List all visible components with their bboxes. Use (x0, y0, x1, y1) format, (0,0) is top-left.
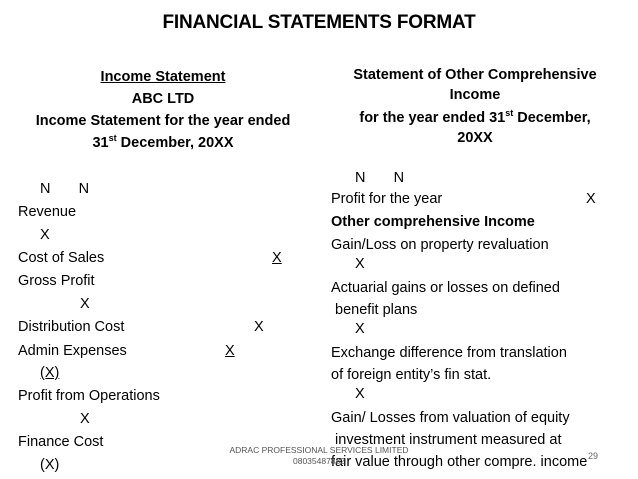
admin-expenses-label: Admin Expenses (18, 343, 127, 359)
equity-label-3: fair value through other compre. income (331, 454, 588, 470)
oci-statement-header (330, 66, 620, 148)
income-period-line2 (14, 132, 312, 154)
equity-label-1: Gain/ Losses from valuation of equity (331, 410, 570, 426)
slide-title: FINANCIAL STATEMENTS FORMAT (162, 12, 476, 33)
oci-section-heading: Other comprehensive Income (331, 214, 535, 230)
slide-footer (214, 445, 424, 467)
distribution-cost-value: X (254, 319, 264, 335)
revenue-label: Revenue (18, 204, 77, 220)
income-statement-header (14, 66, 312, 154)
income-period-rest: December, 20XX (116, 135, 234, 151)
admin-expenses-value: X (225, 343, 235, 359)
income-period-day: 31 (92, 135, 109, 151)
cost-of-sales-value: X (272, 250, 282, 266)
equity-label-2: investment instrument measured at (331, 432, 562, 448)
oci-heading-line2: Income (449, 86, 501, 103)
revaluation-label: Gain/Loss on property revaluation (331, 237, 549, 253)
finance-cost-value: (X) (40, 457, 60, 473)
oci-period-sup: st (505, 108, 514, 119)
actuarial-label-1: Actuarial gains or losses on defined (331, 280, 560, 296)
income-statement-heading: Income Statement (100, 69, 226, 85)
company-name: ABC LTD (131, 91, 195, 107)
exchange-label-2: of foreign entity’s fin stat. (331, 367, 492, 383)
revaluation-value: X (355, 256, 365, 272)
oci-period-line1 (330, 109, 620, 129)
gross-profit-label: Gross Profit (18, 273, 95, 289)
finance-cost-label: Finance Cost (18, 434, 104, 450)
actuarial-label-2: benefit plans (331, 302, 418, 318)
oci-period-post: December, (513, 110, 591, 126)
income-period-sup: st (108, 133, 117, 144)
oci-col-headers: N N (355, 170, 405, 186)
footer-company: ADRAC PROFESSIONAL SERVICES LIMITED (229, 445, 409, 455)
income-col-headers: N N (40, 181, 90, 197)
distribution-cost-label: Distribution Cost (18, 319, 125, 335)
gross-profit-value: X (80, 296, 90, 312)
footer-phone: 08035487882 (292, 456, 345, 466)
revenue-value: X (40, 227, 50, 243)
profit-for-year-label: Profit for the year (331, 191, 443, 207)
exchange-label-1: Exchange difference from translation (331, 345, 567, 361)
exchange-value: X (355, 386, 365, 402)
cost-of-sales-label: Cost of Sales (18, 250, 105, 266)
oci-period-line2: 20XX (457, 129, 493, 146)
actuarial-value: X (355, 321, 365, 337)
oci-heading-line1: Statement of Other Comprehensive (353, 67, 597, 83)
page-number: 29 (588, 451, 599, 461)
profit-from-operations-label: Profit from Operations (18, 388, 160, 404)
profit-for-year-value: X (586, 191, 596, 207)
income-period-line1: Income Statement for the year ended (35, 113, 291, 129)
oci-period-pre: for the year ended 31 (359, 110, 506, 126)
profit-from-operations-value: X (80, 411, 90, 427)
admin-expenses-total: (X) (40, 365, 60, 381)
